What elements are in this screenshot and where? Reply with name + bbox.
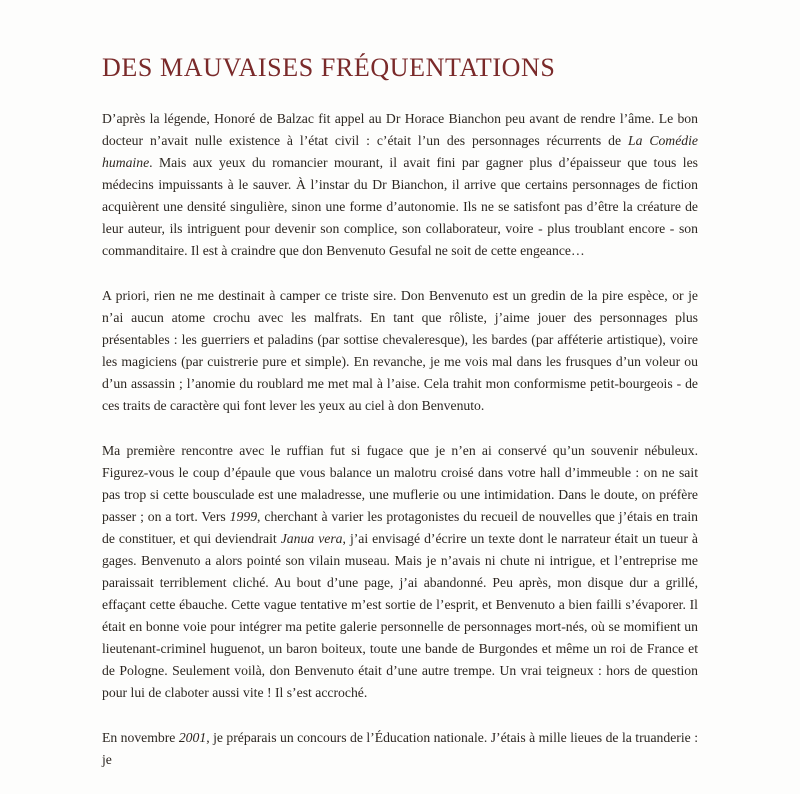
paragraph-1: D’après la légende, Honoré de Balzac fit appel au Dr Horace Bianchon peu avant de rendre l’âme. Le bon docteur n’avait nulle existence à l’état civil : c’était l’un des personnages récurrents de La Comédie humaine. Mais aux yeux du romancier mourant, il avait fini par gagner plus d’épaisseur que tous les médecins impuissants à le sauver. À l’instar du Dr Bianchon, il arrive que certains personnages de fiction acquièrent une densité singulière, sinon une forme d’autonomie. Ils ne se satisfont pas d’être la créature de leur auteur, ils intriguent pour devenir son complice, son collaborateur, voire - plus troublant encore - son commanditaire. Il est à craindre que don Benvenuto Gesufal ne soit de cette engeance… [102,111,698,258]
paragraph-2: A priori, rien ne me destinait à camper ce triste sire. Don Benvenuto est un gredin de la pire espèce, or je n’ai aucun atome crochu avec les malfrats. En tant que rôliste, j’aime jouer des personnages plus présentables : les guerriers et paladins (par sottise chevaleresque), les bardes (par afféterie artistique), voire les magiciens (par cuistrerie pure et simple). En revanche, je me vois mal dans les frusques d’un voleur ou d’un assassin ; l’anomie du roublard me met mal à l’aise. Cela trahit mon conformisme petit-bourgeois - de ces traits de caractère qui font lever les yeux au ciel à don Benvenuto. [102,288,698,413]
book-title-italic: Janua vera [280,531,343,546]
document-page [102,52,698,794]
year: 2001 [178,730,207,745]
year: 1999 [229,509,258,524]
chapter-title: DES MAUVAISES FRÉQUENTATIONS [102,53,556,82]
paragraph-3: Ma première rencontre avec le ruffian fut si fugace que je n’en ai conservé qu’un souvenir nébuleux. Figurez-vous le coup d’épaule que vous balance un malotru croisé dans votre hall d’immeuble : on ne sait pas trop si cette bousculade est une maladresse, une muflerie ou une intimidation. Dans le doute, on préfère passer ; on a tort. Vers 1999, cherchant à varier les protagonistes du recueil de nouvelles que j’étais en train de constituer, et qui deviendrait Janua vera, j’ai envisagé d’écrire un texte dont le narrateur était un tueur à gages. Benvenuto a alors pointé son vilain museau. Mais je n’avais ni chute ni intrigue, et l’entreprise me paraissait terriblement cliché. Au bout d’une page, j’ai abandonné. Peu après, mon disque dur a grillé, effaçant cette ébauche. Cette vague tentative m’est sortie de l’esprit, et Benvenuto a bien failli s’évaporer. Il était en bonne voie pour intégrer ma petite galerie personnelle de personnages mort-nés, où se momifient un lieutenant-criminel huguenot, un baron boiteux, toute une bande de Burgondes et même un roi de France et de Pologne. Seulement voilà, don Benvenuto était d’une autre trempe. Un vrai teigneux : hors de question pour lui de claboter aussi vite ! Il s’est accroché. [102,443,699,700]
book-title-italic: La Comédie humaine [102,133,698,170]
paragraph-4: En novembre 2001, je préparais un concours de l’Éducation nationale. J’étais à mille lieues de la truanderie : je [102,730,698,767]
